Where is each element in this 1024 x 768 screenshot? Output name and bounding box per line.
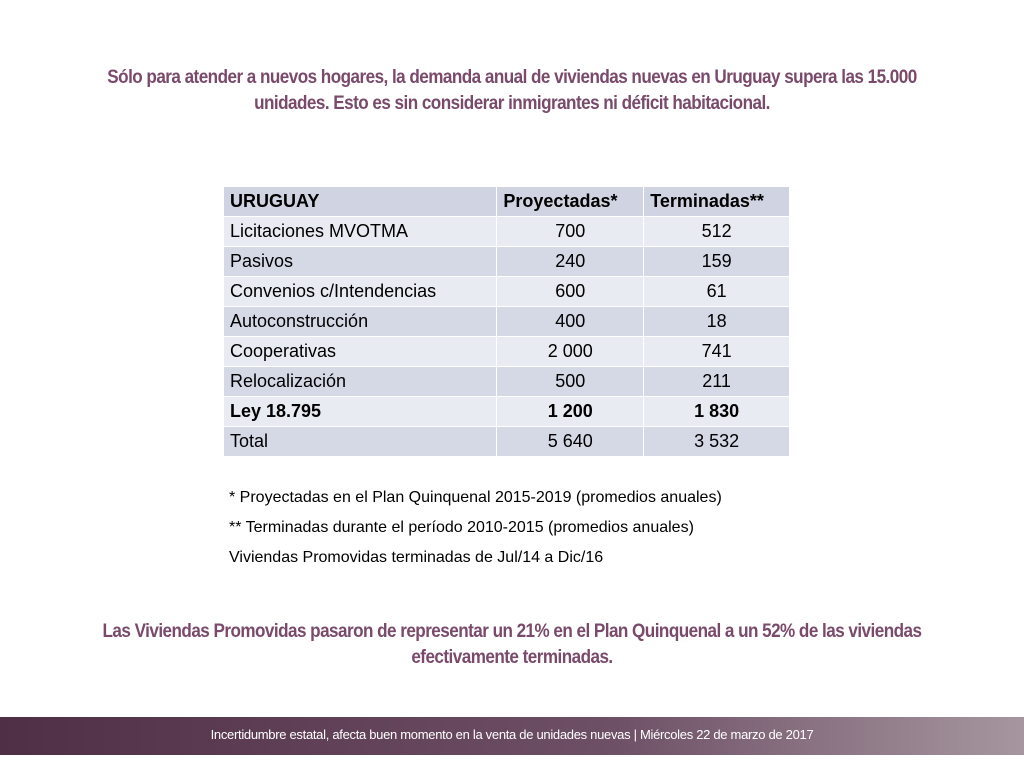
table-row-ley [224, 397, 790, 427]
row-label: Relocalización [224, 367, 497, 397]
row-proyectadas: 600 [497, 277, 644, 307]
footnote-promovidas: Viviendas Promovidas terminadas de Jul/14 a Dic/16 [229, 549, 604, 566]
footnote-proyectadas: * Proyectadas en el Plan Quinquenal 2015-2019 (promedios anuales) [229, 489, 722, 506]
table-row [224, 217, 790, 247]
row-terminadas: 18 [644, 307, 790, 337]
footer-bar [0, 717, 1024, 755]
footnote-terminadas: ** Terminadas durante el período 2010-2015 (promedios anuales) [229, 519, 694, 536]
row-terminadas: 741 [644, 337, 790, 367]
housing-table [223, 186, 790, 457]
table-header-row [224, 187, 790, 217]
row-terminadas: 1 830 [644, 397, 790, 427]
header-terminadas: Terminadas** [644, 187, 790, 217]
row-terminadas: 211 [644, 367, 790, 397]
table-row [224, 307, 790, 337]
row-label: Cooperativas [224, 337, 497, 367]
row-label: Pasivos [224, 247, 497, 277]
row-proyectadas: 500 [497, 367, 644, 397]
footer-text: Incertidumbre estatal, afecta buen momento en la venta de unidades nuevas | Miércoles 22 de marzo de 2017 [210, 727, 814, 742]
footnotes [229, 487, 722, 577]
table-row [224, 337, 790, 367]
row-label: Licitaciones MVOTMA [224, 217, 497, 247]
row-proyectadas: 240 [497, 247, 644, 277]
row-label: Ley 18.795 [224, 397, 497, 427]
row-terminadas: 159 [644, 247, 790, 277]
row-proyectadas: 5 640 [497, 427, 644, 457]
row-terminadas: 61 [644, 277, 790, 307]
row-label: Autoconstrucción [224, 307, 497, 337]
row-label: Total [224, 427, 497, 457]
header-proyectadas: Proyectadas* [497, 187, 644, 217]
row-label: Convenios c/Intendencias [224, 277, 497, 307]
header-uruguay: URUGUAY [224, 187, 497, 217]
table-row [224, 247, 790, 277]
headline-top: Sólo para atender a nuevos hogares, la demanda anual de viviendas nuevas en Uruguay supera las 15.000 unidades. Esto es sin considerar inmigrantes ni déficit habitacional. [107, 67, 917, 114]
row-proyectadas: 400 [497, 307, 644, 337]
table-row [224, 367, 790, 397]
headline-bottom: Las Viviendas Promovidas pasaron de representar un 21% en el Plan Quinquenal a un 52% de las viviendas efectivamente terminadas. [102, 621, 922, 668]
row-terminadas: 512 [644, 217, 790, 247]
row-proyectadas: 700 [497, 217, 644, 247]
row-proyectadas: 1 200 [497, 397, 644, 427]
row-proyectadas: 2 000 [497, 337, 644, 367]
table-row-total [224, 427, 790, 457]
table-row [224, 277, 790, 307]
row-terminadas: 3 532 [644, 427, 790, 457]
